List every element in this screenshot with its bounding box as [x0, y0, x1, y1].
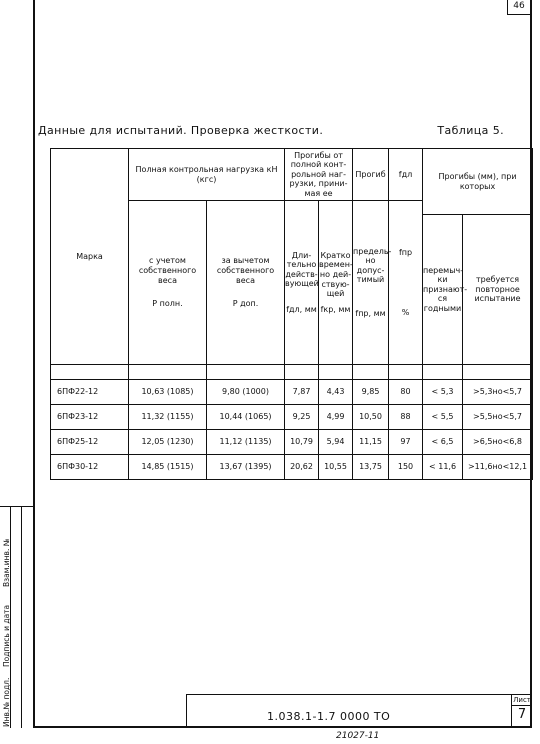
header-long-term-sym: fдл, мм [286, 304, 317, 314]
sheet-column [511, 695, 532, 727]
cell-with-weight: 14,85 (1515) [129, 455, 207, 480]
page-number-box: 46 [507, 0, 530, 15]
header-long-term [285, 201, 319, 365]
table-row [51, 430, 533, 455]
header-long-term-text: Дли-тельно действ-вующей [285, 250, 319, 289]
side-col-2 [10, 507, 22, 728]
side-label-inventory: Инв.№ подл. [2, 677, 11, 727]
sheet-label: Лист [513, 696, 531, 704]
table-number: Таблица 5. [437, 124, 504, 137]
cell-with-weight: 10,63 (1085) [129, 380, 207, 405]
cell-without-weight: 9,80 (1000) [207, 380, 285, 405]
table-heading [38, 124, 518, 140]
header-short-term-sym: fкр, мм [320, 304, 351, 314]
cell-mark: 6ПФ23-12 [51, 405, 129, 430]
footer-note: 21027-11 [336, 731, 380, 741]
cell-long: 20,62 [285, 455, 319, 480]
cell-pct: 97 [389, 430, 423, 455]
cell-without-weight: 13,67 (1395) [207, 455, 285, 480]
cell-limit: 13,75 [353, 455, 389, 480]
header-limit-sym: fпр, мм [355, 308, 386, 318]
cell-fit: < 6,5 [423, 430, 463, 455]
cell-short: 10,55 [319, 455, 353, 480]
cell-fit: < 5,3 [423, 380, 463, 405]
header-limit [353, 201, 392, 365]
cell-limit: 10,50 [353, 405, 389, 430]
cell-with-weight: 12,05 (1230) [129, 430, 207, 455]
cell-limit: 11,15 [353, 430, 389, 455]
side-label-replace: Взам.инв. № [2, 538, 11, 587]
table-row [51, 380, 533, 405]
header-deflections-full: Прогибы от полной конт-рольной наг-рузки, прини-мая ее [285, 149, 353, 201]
sheet-number: 7 [517, 707, 527, 722]
cell-pct: 80 [389, 380, 423, 405]
cell-limit: 9,85 [353, 380, 389, 405]
title-block [186, 694, 532, 728]
cell-retest: >6,5но<6,8 [463, 430, 533, 455]
header-ratio-unit: % [401, 307, 410, 317]
header-short-term-text: Кратко времен-но дей-ствую-щей [319, 250, 353, 299]
header-limit-dev: Прогиб [353, 149, 389, 201]
cell-fit: < 11,6 [423, 455, 463, 480]
cell-mark: 6ПФ22-12 [51, 380, 129, 405]
cell-with-weight: 11,32 (1155) [129, 405, 207, 430]
side-label-signature: Подпись и дата [2, 604, 11, 667]
cell-retest: >5,5но<5,7 [463, 405, 533, 430]
header-without-weight-text: за вычетом собственного веса [216, 256, 275, 285]
cell-pct: 88 [389, 405, 423, 430]
cell-short: 5,94 [319, 430, 353, 455]
table-row [51, 405, 533, 430]
header-short-term [319, 201, 353, 365]
cell-retest: >5,3но<5,7 [463, 380, 533, 405]
cell-long: 9,25 [285, 405, 319, 430]
header-full-load: Полная контрольная нагрузка кН (кгс) [129, 149, 285, 201]
header-limit-text: предель-но допус-тимый [353, 246, 392, 285]
header-ratio [389, 201, 423, 365]
header-ratio-top: fдл [389, 149, 423, 201]
table-title: Данные для испытаний. Проверка жесткости. [38, 124, 324, 137]
cell-mark: 6ПФ30-12 [51, 455, 129, 480]
cell-mark: 6ПФ25-12 [51, 430, 129, 455]
cell-without-weight: 10,44 (1065) [207, 405, 285, 430]
cell-long: 10,79 [285, 430, 319, 455]
side-stamp [0, 506, 33, 728]
header-without-weight [207, 201, 285, 365]
header-retest: требуется повторное испытание [463, 215, 533, 365]
header-ratio-mid: fпр [398, 247, 413, 257]
cell-without-weight: 11,12 (1135) [207, 430, 285, 455]
table-row [51, 455, 533, 480]
cell-fit: < 5,5 [423, 405, 463, 430]
header-with-weight [129, 201, 207, 365]
cell-pct: 150 [389, 455, 423, 480]
header-with-weight-text: с учетом собственного веса [138, 256, 197, 285]
document-code: 1.038.1-1.7 0000 ТО [267, 710, 391, 723]
header-deflections-mm: Прогибы (мм), при которых [423, 149, 533, 215]
cell-short: 4,99 [319, 405, 353, 430]
header-without-weight-sym: Р доп. [232, 299, 259, 309]
cell-long: 7,87 [285, 380, 319, 405]
cell-short: 4,43 [319, 380, 353, 405]
header-with-weight-sym: Р полн. [152, 299, 183, 309]
test-data-table [50, 148, 533, 480]
header-jumpers: перемыч-ки признают-ся годными [423, 215, 463, 365]
header-mark: Марка [51, 149, 129, 365]
cell-retest: >11,6но<12,1 [463, 455, 533, 480]
